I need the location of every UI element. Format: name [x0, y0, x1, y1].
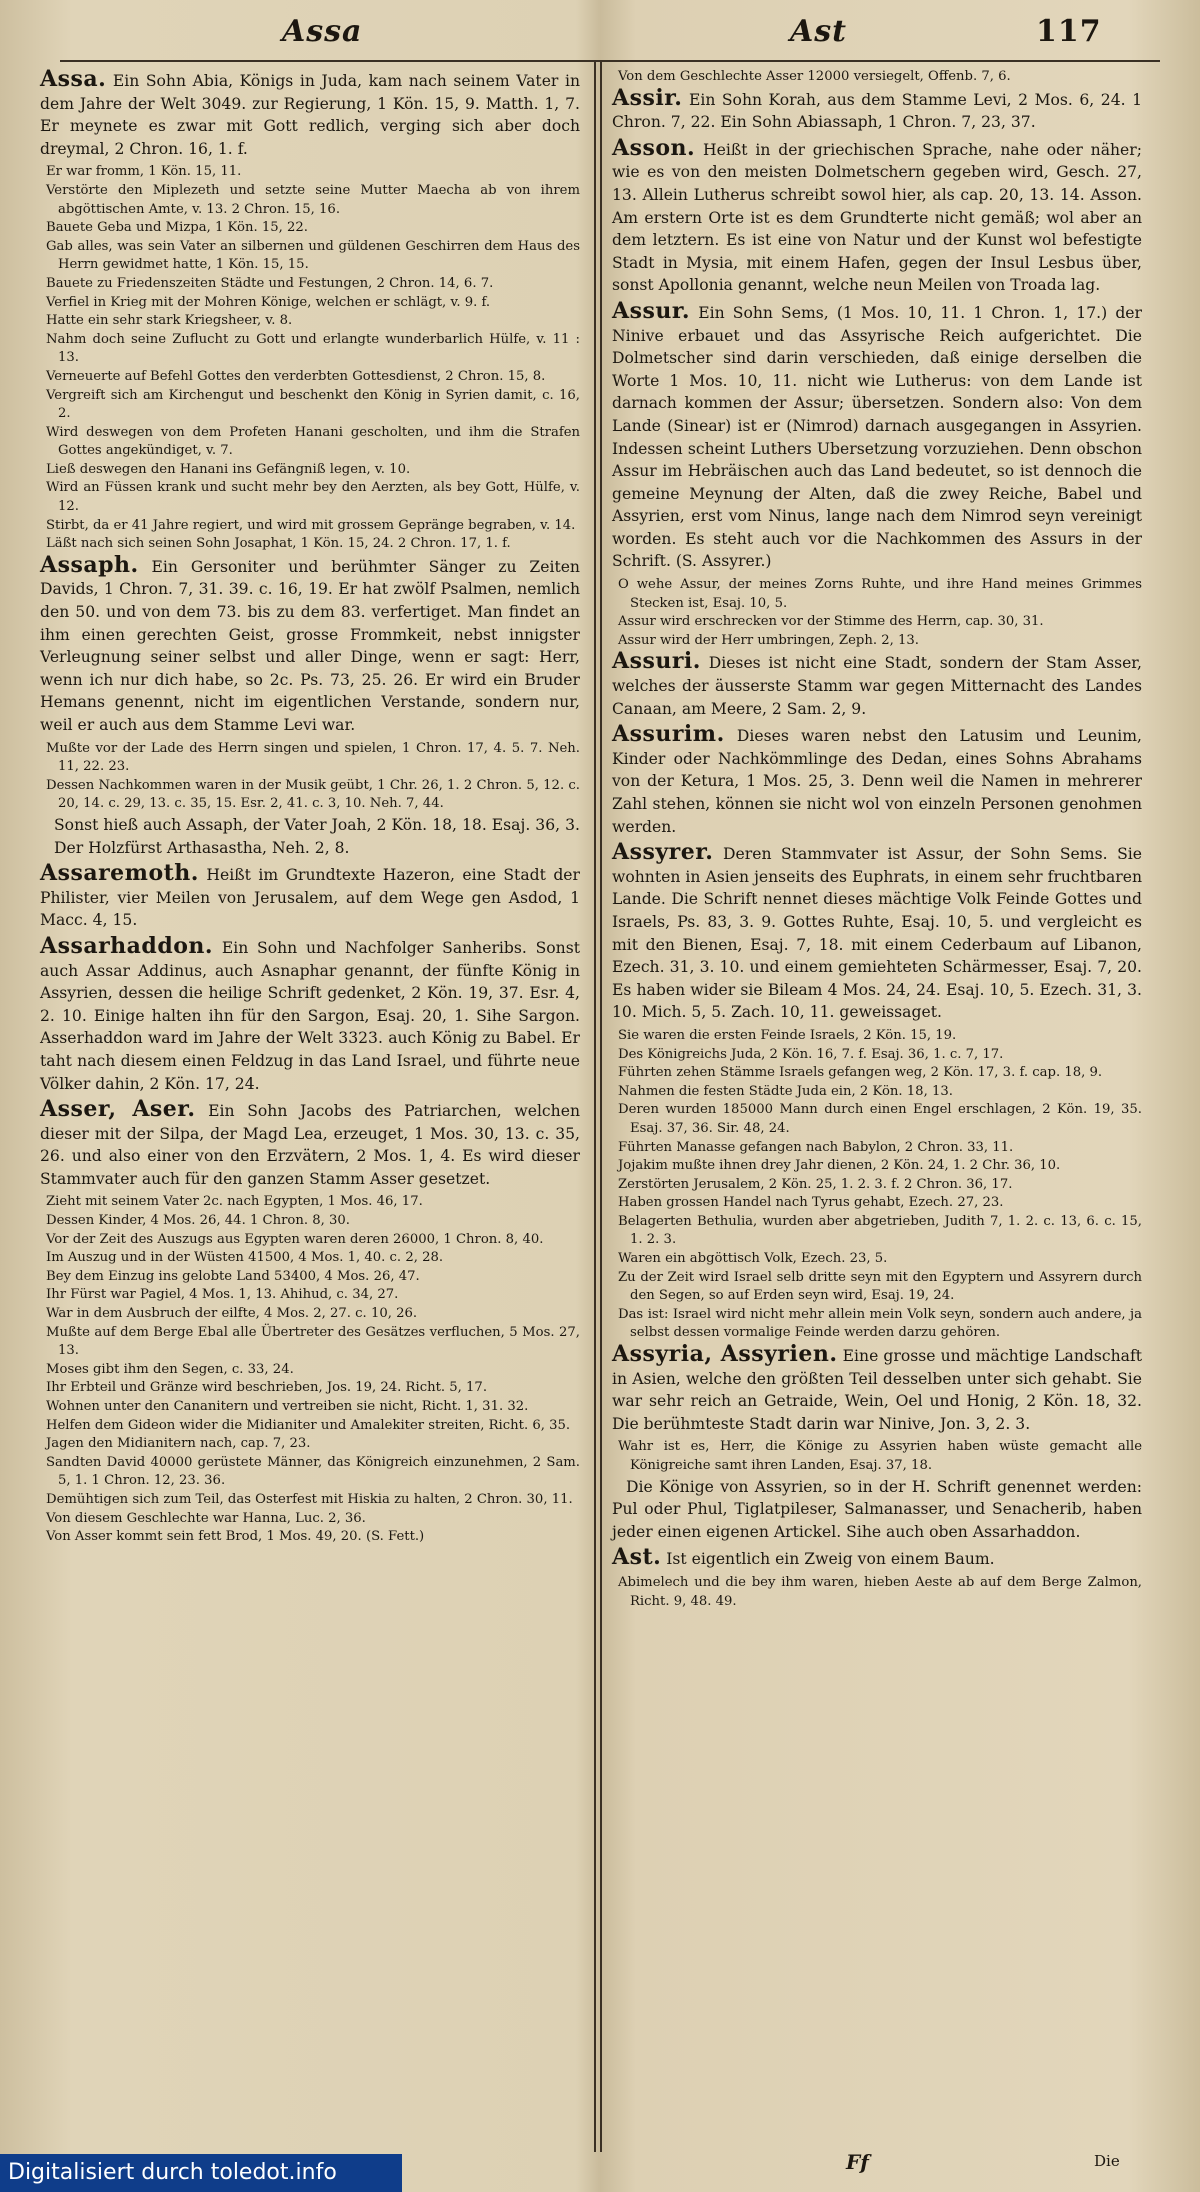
dictionary-entry — [612, 650, 1142, 720]
running-head-left: Assa — [282, 14, 363, 49]
scripture-reference-note: Bauete Geba und Mizpa, 1 Kön. 15, 22. — [46, 220, 308, 236]
entry-headword: Asson. — [612, 134, 696, 161]
entry-continuation: Die Könige von Assyrien, so in der H. Schrift genennet werden: Pul oder Phul, Tiglatpileser, Salmanasser, und Senacherib, haben jeder einen eigenen Artickel. Sihe auch oben Assarhaddon. — [612, 1477, 1142, 1541]
scripture-reference-note: Wohnen unter den Cananitern und vertreiben sie nicht, Richt. 1, 31. 32. — [46, 1399, 529, 1414]
entry-headword: Assaph. — [40, 551, 139, 578]
scripture-reference-note: Hatte ein sehr stark Kriegsheer, v. 8. — [46, 313, 293, 329]
dictionary-entry — [612, 84, 1142, 134]
scripture-reference-note: Zerstörten Jerusalem, 2 Kön. 25, 1. 2. 3. f. 2 Chron. 36, 17. — [618, 1176, 1013, 1192]
scripture-reference-note: Von Asser kommt sein fett Brod, 1 Mos. 49, 20. (S. Fett.) — [46, 1529, 425, 1545]
scripture-reference-note: Vergreift sich am Kirchengut und beschenkt den König in Syrien damit, c. 16, 2. — [46, 387, 580, 422]
entry-headword: Asser, Aser. — [40, 1096, 196, 1123]
scripture-reference-note: Mußte auf dem Berge Ebal alle Übertreter des Gesätzes verfluchen, 5 Mos. 27, 13. — [46, 1324, 580, 1359]
scripture-reference-note: Jojakim mußte ihnen drey Jahr dienen, 2 Kön. 24, 1. 2 Chr. 36, 10. — [618, 1158, 1061, 1174]
entry-headword: Assur. — [612, 297, 691, 324]
scripture-reference-note: Haben grossen Handel nach Tyrus gehabt, Ezech. 27, 23. — [618, 1195, 1004, 1211]
digitization-banner: Digitalisiert durch toledot.info — [0, 2154, 402, 2192]
scripture-reference-note: Abimelech und die bey ihm waren, hieben Aeste ab auf dem Berge Zalmon, Richt. 9, 48. 49. — [618, 1574, 1142, 1609]
scripture-reference-note: Zieht mit seinem Vater 2c. nach Egypten, 1 Mos. 46, 17. — [46, 1194, 423, 1210]
scripture-reference-note: Läßt nach sich seinen Sohn Josaphat, 1 Kön. 15, 24. 2 Chron. 17, 1. f. — [46, 536, 511, 552]
scripture-reference-note: Ihr Erbteil und Gränze wird beschrieben, Jos. 19, 24. Richt. 5, 17. — [46, 1380, 488, 1396]
entry-headword: Assyrer. — [612, 839, 714, 866]
entry-text: Ein Sohn Korah, aus dem Stamme Levi, 2 Mos. 6, 24. 1 Chron. 7, 22. Ein Sohn Abiassaph, 1 Chron. 7, 23, 37. — [612, 90, 1142, 132]
scripture-reference-note: Assur wird der Herr umbringen, Zeph. 2, 13. — [618, 632, 919, 648]
scripture-reference-note: Verfiel in Krieg mit der Mohren Könige, welchen er schlägt, v. 9. f. — [46, 294, 491, 310]
scripture-reference-note: Nahmen die festen Städte Juda ein, 2 Kön. 18, 13. — [618, 1083, 953, 1099]
entry-headword: Assaremoth. — [40, 860, 199, 887]
dictionary-entry — [40, 68, 580, 160]
scripture-reference-note: Dessen Kinder, 4 Mos. 26, 44. 1 Chron. 8, 30. — [46, 1213, 350, 1229]
dictionary-entry — [612, 134, 1142, 297]
entry-headword: Assuri. — [612, 648, 701, 675]
scripture-reference-note: Zu der Zeit wird Israel selb dritte seyn mit den Egyptern und Assyrern durch den Segen, so auf Erden seyn wird, Esaj. 19, 24. — [618, 1269, 1142, 1304]
entry-text: Ein Sohn und Nachfolger Sanheribs. Sonst auch Assar Addinus, auch Asnaphar genannt, der fünfte König in Assyrien, dessen die heilige Schrift gedenket, 2 Kön. 19, 37. Esr. 4, 2. 10. Einige halten ihn für den Sargon, Esaj. 20, 1. Sihe Sargon. Asserhaddon ward im Jahre der Welt 3323. auch König zu Babel. Er taht nach diesem einen Feldzug in das Land Israel, und führte neue Völker dahin, 2 Kön. 17, 24. — [40, 938, 580, 1093]
dictionary-entry — [40, 1098, 580, 1190]
scripture-reference-note: Im Auszug und in der Wüsten 41500, 4 Mos. 1, 40. c. 2, 28. — [46, 1250, 444, 1266]
scripture-reference-note: Deren wurden 185000 Mann durch einen Engel erschlagen, 2 Kön. 19, 35. Esaj. 37, 36. Sir. 48, 24. — [618, 1102, 1142, 1136]
page-number: 117 — [1036, 14, 1102, 49]
scripture-reference-note: Des Königreichs Juda, 2 Kön. 16, 7. f. Esaj. 36, 1. c. 7, 17. — [618, 1046, 1004, 1062]
entry-headword: Assarhaddon. — [40, 932, 214, 959]
entry-text: Eine grosse und mächtige Landschaft in Asien, welche den größten Teil desselben unter sich gehabt. Sie war sehr reich an Getraide, Wein, Oel und Honig, 2 Kön. 18, 32. Die berühmteste Stadt darin war Ninive, Jon. 3, 2. 3. — [612, 1347, 1142, 1433]
running-head-right: Ast — [790, 14, 848, 49]
dictionary-entry — [612, 297, 1142, 573]
scripture-reference-note: Dessen Nachkommen waren in der Musik geübt, 1 Chr. 26, 1. 2 Chron. 5, 12. c. 20, 14. c. 29, 13. c. 35, 15. Esr. 2, 41. c. 3, 10. Neh. 7, 44. — [46, 777, 580, 812]
scripture-reference-note: Verneuerte auf Befehl Gottes den verderbten Gottesdienst, 2 Chron. 15, 8. — [46, 368, 546, 384]
scripture-reference-note: Demühtigen sich zum Teil, das Osterfest mit Hiskia zu halten, 2 Chron. 30, 11. — [46, 1491, 573, 1507]
scripture-reference-note: Jagen den Midianitern nach, cap. 7, 23. — [46, 1436, 311, 1452]
entry-text: Ein Gersoniter und berühmter Sänger zu Zeiten Davids, 1 Chron. 7, 31. 39. c. 16, 19. Er hat zwölf Psalmen, nemlich den 50. und von dem 73. bis zu dem 83. verfertiget. Man findet an ihm einen gerechten Geist, grosse Frommkeit, nebst innigster Verleugnung seiner selbst und aller Dinge, wenn er sagt: Herr, wenn ich nur dich habe, so 2c. Ps. 73, 25. 26. Er wird ein Bruder Hemans genennt, nicht im eigentlichen Verstande, sondern nur, weil er auch aus dem Stamme Levi war. — [40, 557, 580, 734]
scripture-reference-note: Nahm doch seine Zuflucht zu Gott und erlangte wunderbarlich Hülfe, v. 11 : 13. — [46, 331, 580, 366]
signature-mark: Ff — [846, 2150, 869, 2174]
column-divider-rule — [600, 62, 602, 2152]
dictionary-entry — [612, 723, 1142, 838]
scripture-reference-note: Waren ein abgöttisch Volk, Ezech. 23, 5. — [618, 1251, 888, 1267]
scripture-reference-note: Führten zehen Stämme Israels gefangen weg, 2 Kön. 17, 3. f. cap. 18, 9. — [618, 1065, 1103, 1081]
scripture-reference-note: Belagerten Bethulia, wurden aber abgetrieben, Judith 7, 1. 2. c. 13, 6. c. 15, 1. 2. 3. — [618, 1213, 1142, 1248]
entry-text: Heißt im Grundtexte Hazeron, eine Stadt der Philister, vier Meilen von Jerusalem, auf dem Wege gen Asdod, 1 Macc. 4, 15. — [40, 866, 580, 930]
scripture-reference-note: Verstörte den Miplezeth und setzte seine Mutter Maecha ab von ihrem abgöttischen Amte, v. 13. 2 Chron. 15, 16. — [46, 182, 580, 217]
dictionary-entry — [612, 1546, 1142, 1571]
entry-text: Ist eigentlich ein Zweig von einem Baum. — [666, 1550, 995, 1569]
dictionary-entry — [40, 932, 580, 1095]
entry-text: Ein Sohn Jacobs des Patriarchen, welchen dieser mit der Silpa, der Magd Lea, erzeuget, 1 Mos. 30, 13. c. 35, 26. und also einer von den Erzvätern, 2 Mos. 1, 4. Es wird dieser Stammvater auch für den ganzen Stamm Asser gesetzet. — [40, 1102, 580, 1188]
entry-headword: Ast. — [612, 1544, 662, 1571]
entry-text: Dieses waren nebst den Latusim und Leunim, Kinder oder Nachkömmlinge des Dedan, eines Sohns Abrahams von der Ketura, 1 Mos. 25, 3. Denn weil die Namen in mehrerer Zahl stehen, können sie nicht wol von einzeln Personen genohmen werden. — [612, 727, 1142, 836]
scripture-reference-note: Sie waren die ersten Feinde Israels, 2 Kön. 15, 19. — [618, 1027, 957, 1043]
scripture-reference-note: Sandten David 40000 gerüstete Männer, das Königreich einzunehmen, 2 Sam. 5, 1. 1 Chron. 12, 23. 36. — [46, 1454, 580, 1489]
scripture-reference-note: Das ist: Israel wird nicht mehr allein mein Volk seyn, sondern auch andere, ja selbst dessen vormalige Feinde werden darzu gehören. — [618, 1306, 1142, 1341]
scripture-reference-note: Moses gibt ihm den Segen, c. 33, 24. — [46, 1361, 294, 1377]
scripture-reference-note: Er war fromm, 1 Kön. 15, 11. — [46, 164, 242, 180]
entry-text: Ein Sohn Sems, (1 Mos. 10, 11. 1 Chron. 1, 17.) der Ninive erbauet und das Assyrische Reich aufgerichtet. Die Dolmetscher sind darin verschieden, daß einige derselben die Worte 1 Mos. 10, 11. nicht wie Lutherus: von dem Lande ist darnach kommen der Assur; übersetzen. Sondern also: Von dem Lande (Sinear) ist er (Nimrod) darnach ausgegangen in Assyrien. Indessen scheint Luthers Ubersetzung vorzuziehen. Denn obschon Assur im Hebräischen auch das Land bedeutet, so ist dennoch die gemeine Meynung der Alten, daß die zwey Reiche, Babel und Assyrien, erst vom Ninus, lange nach dem Nimrod seyn vereinigt worden. Es steht auch vor die Nachkommen des Assurs in der Schrift. (S. Assyrer.) — [612, 303, 1142, 571]
dictionary-entry — [40, 862, 580, 932]
entry-text: Ein Sohn Abia, Königs in Juda, kam nach seinem Vater in dem Jahre der Welt 3049. zur Regierung, 1 Kön. 15, 9. Matth. 1, 7. Er meynete es zwar mit Gott redlich, verging sich aber doch dreymal, 2 Chron. 16, 1. f. — [40, 72, 580, 158]
scripture-reference-note: Wird deswegen von dem Profeten Hanani gescholten, und ihm die Strafen Gottes angekündiget, v. 7. — [46, 424, 580, 459]
entry-text: Heißt in der griechischen Sprache, nahe oder näher; wie es von den meisten Dolmetschern gegeben wird, Gesch. 27, 13. Allein Lutherus schreibt sowol hier, als cap. 20, 13. 14. Asson. Am erstern Orte ist es dem Grundterte nicht gemäß; wol aber an dem letztern. Es ist eine von Natur und der Kunst wol befestigte Stadt in Mysia, mit einem Hafen, gegen der Insul Lesbus über, sonst Apollonia genannt, welche neun Meilen von Troada lag. — [612, 140, 1142, 295]
scripture-reference-note: Bey dem Einzug ins gelobte Land 53400, 4 Mos. 26, 47. — [46, 1268, 420, 1284]
scripture-reference-note: O wehe Assur, der meines Zorns Ruhte, und ihre Hand meines Grimmes Stecken ist, Esaj. 10, 5. — [618, 577, 1142, 611]
entry-continuation: Sonst hieß auch Assaph, der Vater Joah, 2 Kön. 18, 18. Esaj. 36, 3. Der Holzfürst Arthasastha, Neh. 2, 8. — [54, 815, 580, 857]
scripture-reference-note: Bauete zu Friedenszeiten Städte und Festungen, 2 Chron. 14, 6. 7. — [46, 275, 494, 291]
dictionary-entry — [612, 841, 1142, 1024]
scripture-reference-note: War in dem Ausbruch der eilfte, 4 Mos. 2, 27. c. 10, 26. — [46, 1306, 418, 1322]
entry-headword: Assir. — [612, 84, 683, 111]
entry-headword: Assyria, Assyrien. — [612, 1341, 838, 1368]
scripture-reference-note: Ließ deswegen den Hanani ins Gefängniß legen, v. 10. — [46, 461, 411, 477]
scripture-reference-note: Wahr ist es, Herr, die Könige zu Assyrien haben wüste gemacht alle Königreiche samt ihren Landen, Esaj. 37, 18. — [618, 1439, 1142, 1473]
scripture-reference-note: Ihr Fürst war Pagiel, 4 Mos. 1, 13. Ahihud, c. 34, 27. — [46, 1287, 399, 1303]
entry-text: Dieses ist nicht eine Stadt, sondern der Stam Asser, welches der äusserste Stamm war gegen Mitternacht des Landes Canaan, am Meere, 2 Sam. 2, 9. — [612, 654, 1142, 718]
left-column — [40, 68, 580, 1547]
scripture-reference-note: Stirbt, da er 41 Jahre regiert, und wird mit grossem Gepränge begraben, v. 14. — [46, 517, 576, 533]
scripture-reference-note: Mußte vor der Lade des Herrn singen und spielen, 1 Chron. 17, 4. 5. 7. Neh. 11, 22. 23. — [46, 740, 580, 775]
scripture-reference-note: Wird an Füssen krank und sucht mehr bey den Aerzten, als bey Gott, Hülfe, v. 12. — [46, 480, 580, 515]
scripture-reference-note: Helfen dem Gideon wider die Midianiter und Amalekiter streiten, Richt. 6, 35. — [46, 1417, 571, 1433]
header-rule — [60, 60, 1160, 62]
dictionary-entry — [612, 1343, 1142, 1435]
scripture-reference-note: Von dem Geschlechte Asser 12000 versiegelt, Offenb. 7, 6. — [618, 69, 1011, 84]
right-column — [612, 68, 1142, 1611]
dictionary-entry — [40, 551, 580, 737]
scripture-reference-note: Führten Manasse gefangen nach Babylon, 2 Chron. 33, 11. — [618, 1139, 1014, 1155]
scripture-reference-note: Gab alles, was sein Vater an silbernen und güldenen Geschirren dem Haus des Herrn gewidmet hatte, 1 Kön. 15, 15. — [46, 238, 580, 273]
scripture-reference-note: Vor der Zeit des Auszugs aus Egypten waren deren 26000, 1 Chron. 8, 40. — [46, 1231, 544, 1247]
entry-headword: Assa. — [40, 66, 107, 92]
scripture-reference-note: Von diesem Geschlechte war Hanna, Luc. 2, 36. — [46, 1510, 366, 1526]
entry-text: Deren Stammvater ist Assur, der Sohn Sems. Sie wohnten in Asien jenseits des Euphrats, in einem sehr fruchtbaren Lande. Die Schrift nennet dieses mächtige Volk Feinde Gottes und Israels, Ps. 83, 3. 9. Gottes Ruhte, Esaj. 10, 5. und vergleicht es mit den Bienen, Esaj. 7, 18. mit einem Cederbaum auf Libanon, Ezech. 31, 3. 10. und einem gemiehteten Schärmesser, Esaj. 7, 20. Es haben wider sie Bileam 4 Mos. 24, 24. Esaj. 10, 5. Ezech. 31, 3. 10. Mich. 5, 5. Zach. 10, 11. geweissaget. — [612, 845, 1142, 1022]
column-divider-rule — [594, 62, 596, 2152]
entry-headword: Assurim. — [612, 721, 725, 748]
scripture-reference-note: Assur wird erschrecken vor der Stimme des Herrn, cap. 30, 31. — [618, 614, 1044, 630]
catchword: Die — [1094, 2152, 1120, 2170]
